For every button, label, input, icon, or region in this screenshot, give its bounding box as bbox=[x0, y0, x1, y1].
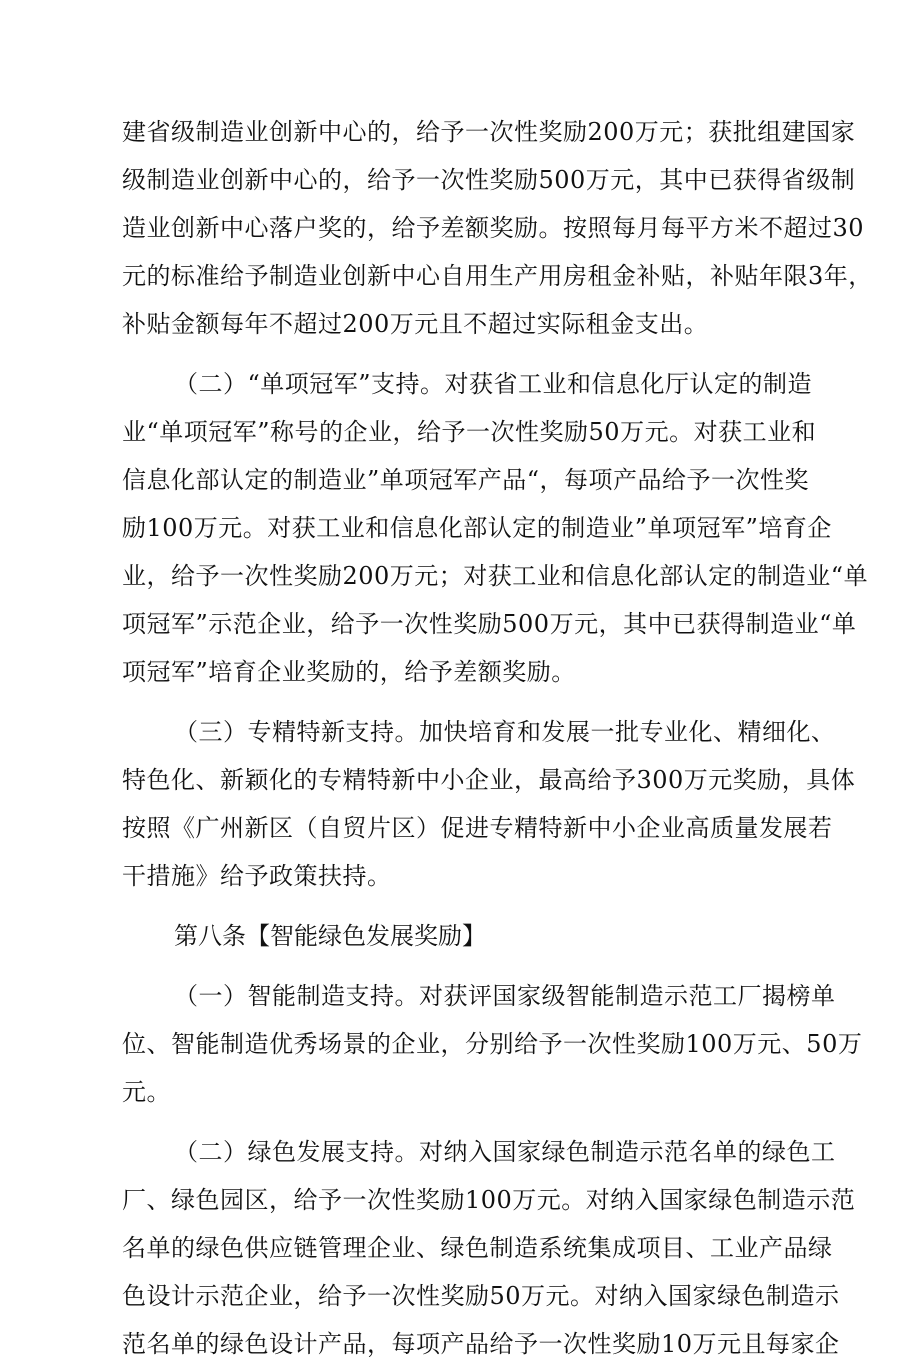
text-line: （一）智能制造支持。对获评国家级智能制造示范工厂揭榜单 bbox=[174, 982, 836, 1010]
text-line: 特色化、新颖化的专精特新中小企业，最高给予300万元奖励，具体 bbox=[122, 766, 856, 794]
article-title: 第八条【智能绿色发展奖励】 bbox=[174, 922, 486, 950]
text-line: 色设计示范企业，给予一次性奖励50万元。对纳入国家绿色制造示 bbox=[122, 1282, 840, 1310]
paragraph-smart-manufacturing bbox=[122, 972, 863, 1116]
text-line: （二）“单项冠军”支持。对获省工业和信息化厅认定的制造 bbox=[174, 370, 813, 398]
text-line: 励100万元。对获工业和信息化部认定的制造业”单项冠军”培育企 bbox=[122, 514, 832, 542]
paragraph-single-champion bbox=[122, 360, 869, 696]
text-line: 造业创新中心落户奖的，给予差额奖励。按照每月每平方米不超过30 bbox=[122, 214, 865, 242]
article-heading bbox=[122, 912, 802, 960]
text-line: 业“单项冠军”称号的企业，给予一次性奖励50万元。对获工业和 bbox=[122, 418, 817, 446]
text-line: （三）专精特新支持。加快培育和发展一批专业化、精细化、 bbox=[174, 718, 836, 746]
text-line: 项冠军”培育企业奖励的，给予差额奖励。 bbox=[122, 658, 576, 686]
text-line: 补贴金额每年不超过200万元且不超过实际租金支出。 bbox=[122, 310, 709, 338]
text-line: 元。 bbox=[122, 1078, 171, 1106]
text-line: 名单的绿色供应链管理企业、绿色制造系统集成项目、工业产品绿 bbox=[122, 1234, 833, 1262]
text-line: 信息化部认定的制造业”单项冠军产品“，每项产品给予一次性奖 bbox=[122, 466, 810, 494]
text-line: 业，给予一次性奖励200万元；对获工业和信息化部认定的制造业“单 bbox=[122, 562, 869, 590]
text-line: 干措施》给予政策扶持。 bbox=[122, 862, 392, 890]
text-line: 范名单的绿色设计产品，每项产品给予一次性奖励10万元且每家企 bbox=[122, 1330, 840, 1358]
text-line: （二）绿色发展支持。对纳入国家绿色制造示范名单的绿色工 bbox=[174, 1138, 836, 1166]
paragraph-specialized-sme bbox=[122, 708, 856, 900]
paragraph-green-development bbox=[122, 1128, 856, 1368]
text-line: 项冠军”示范企业，给予一次性奖励500万元，其中已获得制造业“单 bbox=[122, 610, 857, 638]
text-line: 按照《广州新区（自贸片区）促进专精特新中小企业高质量发展若 bbox=[122, 814, 833, 842]
text-line: 级制造业创新中心的，给予一次性奖励500万元，其中已获得省级制 bbox=[122, 166, 856, 194]
text-line: 厂、绿色园区，给予一次性奖励100万元。对纳入国家绿色制造示范 bbox=[122, 1186, 856, 1214]
paragraph-innovation-center bbox=[122, 108, 873, 348]
text-line: 元的标准给予制造业创新中心自用生产用房租金补贴，补贴年限3年， bbox=[122, 262, 873, 290]
text-line: 建省级制造业创新中心的，给予一次性奖励200万元；获批组建国家 bbox=[122, 118, 856, 146]
text-line: 位、智能制造优秀场景的企业，分别给予一次性奖励100万元、50万 bbox=[122, 1030, 863, 1058]
